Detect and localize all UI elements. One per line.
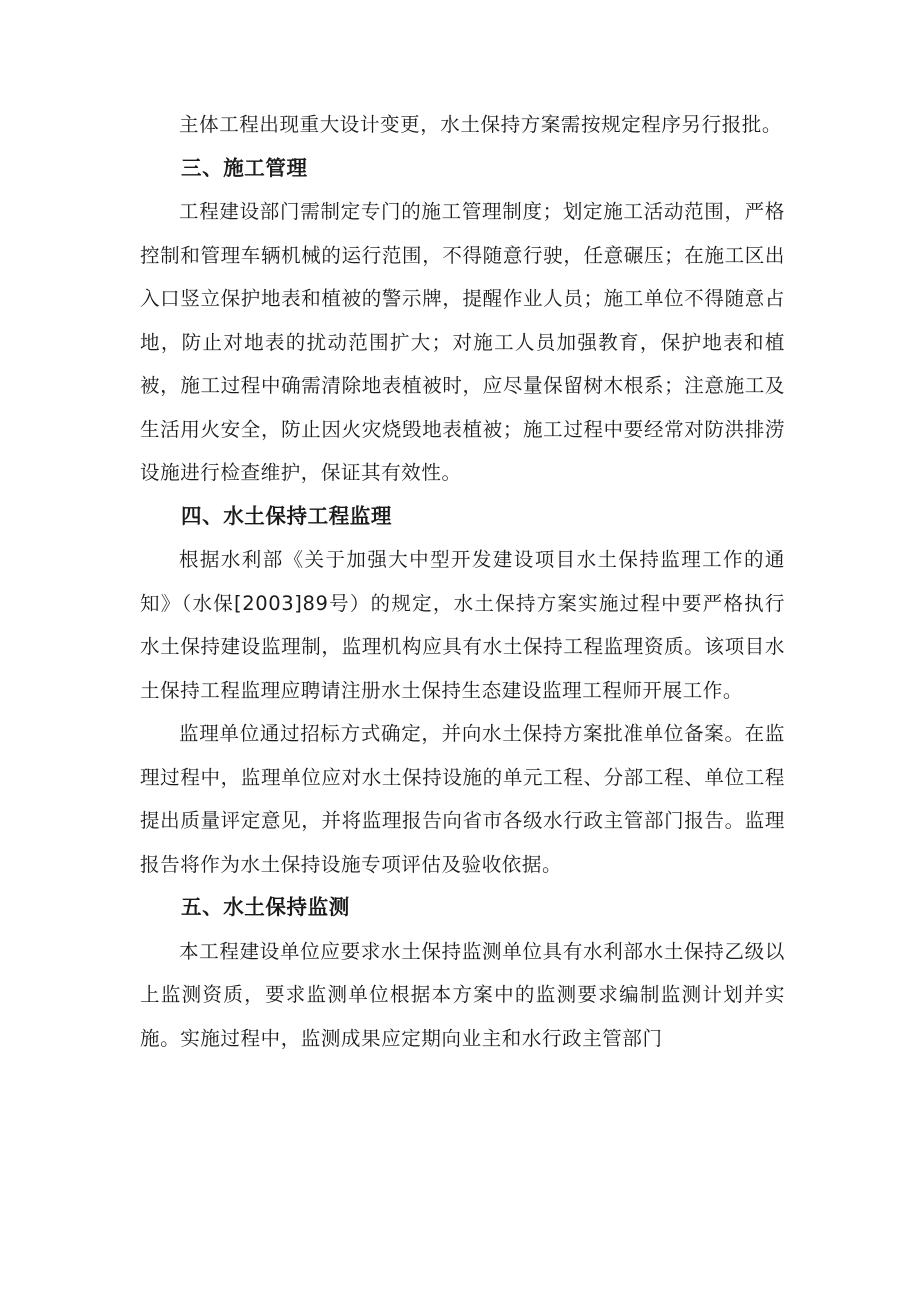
heading-supervision: 四、水土保持工程监理 (181, 503, 392, 528)
paragraph-supervision-unit: 监理单位通过招标方式确定，并向水土保持方案批准单位备案。在监理过程中，监理单位应对水土保持设施的单元工程、分部工程、单位工程提出质量评定意见，并将监理报告向省市各级水行政主管部门报告。监理报告将作为水土保持设施专项评估及验收依据。 (140, 722, 785, 876)
paragraph-design-change: 主体工程出现重大设计变更，水土保持方案需按规定程序另行报批。 (179, 113, 783, 136)
document-body (140, 103, 785, 1060)
paragraph-monitoring: 本工程建设单位应要求水土保持监测单位具有水利部水土保持乙级以上监测资质，要求监测单位根据本方案中的监测要求编制监测计划并实施。实施过程中，监测成果应定期向业主和水行政主管部门 (140, 939, 785, 1050)
heading-monitoring: 五、水土保持监测 (181, 895, 350, 919)
heading-construction-management: 三、施工管理 (181, 155, 308, 180)
paragraph-construction-management: 工程建设部门需制定专门的施工管理制度；划定施工活动范围，严格控制和管理车辆机械的运行范围，不得随意行驶，任意碾压；在施工区出入口竖立保护地表和植被的警示牌，提醒作业人员；施工单位不得随意占地，防止对地表的扰动范围扩大；对施工人员加强教育，保护地表和植被，施工过程中确需清除地表植被时，应尽量保留树木根系；注意施工及生活用火安全，防止因火灾烧毁地表植被；施工过程中要经常对防洪排涝设施进行检查维护，保证其有效性。 (140, 200, 785, 484)
paragraph-supervision-basis: 根据水利部《关于加强大中型开发建设项目水土保持监理工作的通知》（水保[2003]89号）的规定，水土保持方案实施过程中要严格执行水土保持建设监理制，监理机构应具有水土保持工程监理资质。该项目水土保持工程监理应聘请注册水土保持生态建设监理工程师开展工作。 (140, 548, 785, 702)
